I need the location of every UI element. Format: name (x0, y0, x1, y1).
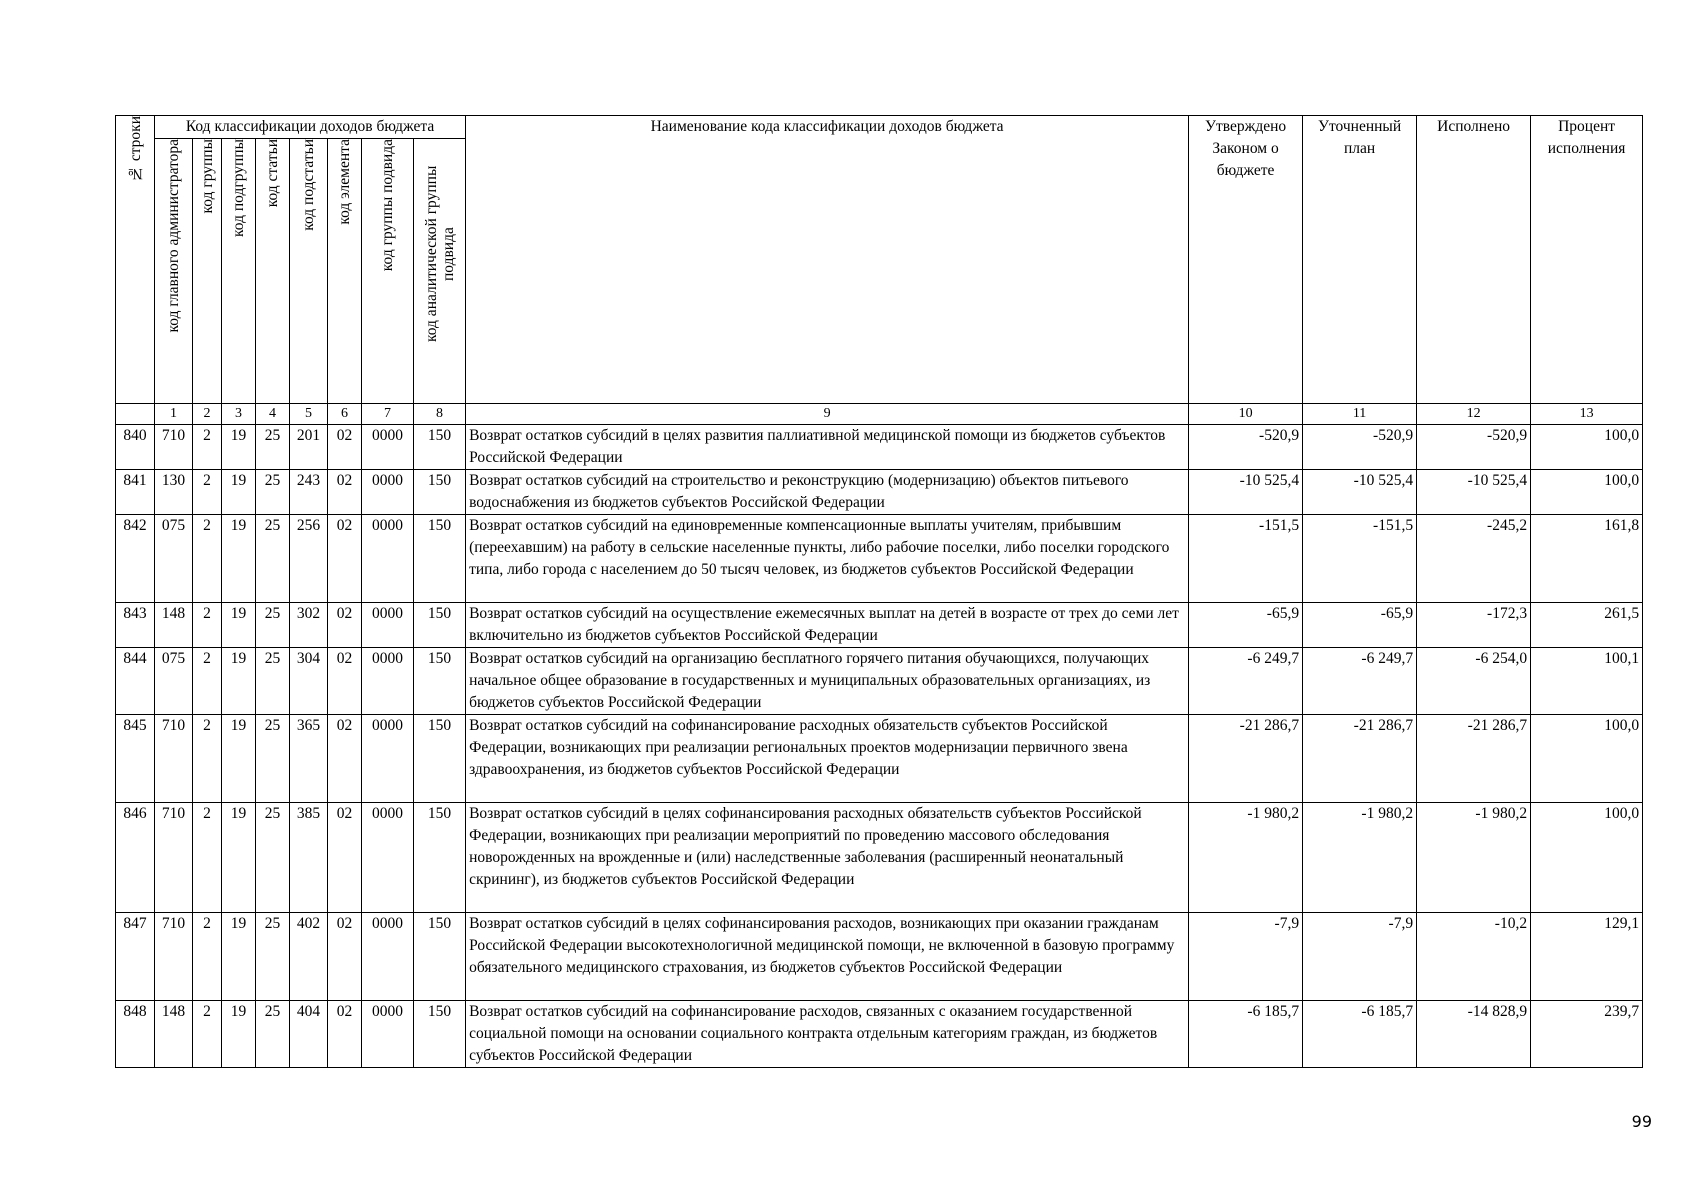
column-number (116, 404, 155, 425)
code-article: 25 (256, 803, 290, 913)
percent-value: 100,1 (1531, 648, 1643, 715)
code-subarticle: 304 (290, 648, 328, 715)
header-code-admin: код главного администратора (155, 139, 193, 404)
code-analytic-group: 150 (414, 715, 466, 803)
code-analytic-group: 150 (414, 425, 466, 470)
code-group: 2 (193, 803, 222, 913)
header-code-group-col: код группы (193, 139, 222, 404)
code-admin: 075 (155, 515, 193, 603)
executed-value: -172,3 (1417, 603, 1531, 648)
header-approved: Утверждено Законом о бюджете (1189, 116, 1303, 404)
executed-value: -10,2 (1417, 913, 1531, 1001)
table-row (116, 715, 1643, 803)
code-article: 25 (256, 603, 290, 648)
row-number: 843 (116, 603, 155, 648)
code-subtype-group: 0000 (362, 648, 414, 715)
code-subgroup: 19 (222, 603, 256, 648)
percent-value: 100,0 (1531, 715, 1643, 803)
code-element: 02 (328, 803, 362, 913)
row-number: 848 (116, 1001, 155, 1068)
header-code-subgroup: код подгруппы (222, 139, 256, 404)
column-number: 2 (193, 404, 222, 425)
approved-value: -6 249,7 (1189, 648, 1303, 715)
code-admin: 710 (155, 715, 193, 803)
page-number: 99 (1631, 1112, 1652, 1131)
header-code-subtype-group: код группы подвида (362, 139, 414, 404)
code-subarticle: 404 (290, 1001, 328, 1068)
row-number: 840 (116, 425, 155, 470)
code-article: 25 (256, 715, 290, 803)
code-admin: 130 (155, 470, 193, 515)
code-analytic-group: 150 (414, 648, 466, 715)
code-article: 25 (256, 648, 290, 715)
column-number: 1 (155, 404, 193, 425)
executed-value: -14 828,9 (1417, 1001, 1531, 1068)
row-number: 842 (116, 515, 155, 603)
refined-value: -6 185,7 (1303, 1001, 1417, 1068)
code-group: 2 (193, 425, 222, 470)
code-subarticle: 256 (290, 515, 328, 603)
code-element: 02 (328, 648, 362, 715)
code-article: 25 (256, 1001, 290, 1068)
code-subgroup: 19 (222, 648, 256, 715)
header-code-analytic-group: код аналитической группы подвида (414, 139, 466, 404)
revenue-name: Возврат остатков субсидий на единовременные компенсационные выплаты учителям, прибывшим (переехавшим) на работу в сельские населенные пункты, либо рабочие поселки, либо поселки городского типа, либо города с населением до 50 тысяч человек, из бюджетов субъектов Российской Федерации (466, 515, 1189, 603)
approved-value: -65,9 (1189, 603, 1303, 648)
table-row (116, 803, 1643, 913)
code-element: 02 (328, 470, 362, 515)
code-admin: 148 (155, 1001, 193, 1068)
code-subarticle: 385 (290, 803, 328, 913)
code-subgroup: 19 (222, 425, 256, 470)
code-subarticle: 402 (290, 913, 328, 1001)
refined-value: -6 249,7 (1303, 648, 1417, 715)
code-subgroup: 19 (222, 803, 256, 913)
refined-value: -1 980,2 (1303, 803, 1417, 913)
approved-value: -7,9 (1189, 913, 1303, 1001)
table-row (116, 648, 1643, 715)
code-subtype-group: 0000 (362, 515, 414, 603)
code-article: 25 (256, 515, 290, 603)
approved-value: -21 286,7 (1189, 715, 1303, 803)
refined-value: -7,9 (1303, 913, 1417, 1001)
header-code-group: Код классификации доходов бюджета (155, 116, 466, 139)
column-number: 12 (1417, 404, 1531, 425)
percent-value: 100,0 (1531, 425, 1643, 470)
column-numbers-row (116, 404, 1643, 425)
header-row-number: № строки (116, 116, 155, 404)
code-subgroup: 19 (222, 470, 256, 515)
revenue-name: Возврат остатков субсидий в целях софинансирования расходных обязательств субъектов Российской Федерации, возникающих при реализации мероприятий по проведению массового обследования новорожденных на врожденные и (или) наследственные заболевания (расширенный неонатальный скрининг), из бюджетов субъектов Российской Федерации (466, 803, 1189, 913)
executed-value: -21 286,7 (1417, 715, 1531, 803)
approved-value: -151,5 (1189, 515, 1303, 603)
code-group: 2 (193, 1001, 222, 1068)
table-row (116, 913, 1643, 1001)
column-number: 7 (362, 404, 414, 425)
code-group: 2 (193, 648, 222, 715)
code-article: 25 (256, 913, 290, 1001)
code-subgroup: 19 (222, 715, 256, 803)
code-subtype-group: 0000 (362, 425, 414, 470)
code-subtype-group: 0000 (362, 1001, 414, 1068)
code-admin: 075 (155, 648, 193, 715)
percent-value: 261,5 (1531, 603, 1643, 648)
percent-value: 100,0 (1531, 470, 1643, 515)
table-row (116, 603, 1643, 648)
table-row (116, 425, 1643, 470)
code-article: 25 (256, 470, 290, 515)
row-number: 846 (116, 803, 155, 913)
executed-value: -6 254,0 (1417, 648, 1531, 715)
percent-value: 239,7 (1531, 1001, 1643, 1068)
code-group: 2 (193, 470, 222, 515)
refined-value: -10 525,4 (1303, 470, 1417, 515)
header-refined-plan: Уточненный план (1303, 116, 1417, 404)
code-group: 2 (193, 603, 222, 648)
executed-value: -245,2 (1417, 515, 1531, 603)
refined-value: -65,9 (1303, 603, 1417, 648)
code-element: 02 (328, 515, 362, 603)
code-subgroup: 19 (222, 515, 256, 603)
row-number: 847 (116, 913, 155, 1001)
executed-value: -10 525,4 (1417, 470, 1531, 515)
column-number: 8 (414, 404, 466, 425)
code-subarticle: 302 (290, 603, 328, 648)
column-number: 10 (1189, 404, 1303, 425)
revenue-name: Возврат остатков субсидий в целях развития паллиативной медицинской помощи из бюджетов субъектов Российской Федерации (466, 425, 1189, 470)
executed-value: -520,9 (1417, 425, 1531, 470)
revenue-name: Возврат остатков субсидий на осуществление ежемесячных выплат на детей в возрасте от трех до семи лет включительно из бюджетов субъектов Российской Федерации (466, 603, 1189, 648)
approved-value: -10 525,4 (1189, 470, 1303, 515)
code-subtype-group: 0000 (362, 470, 414, 515)
header-name: Наименование кода классификации доходов бюджета (466, 116, 1189, 404)
code-subtype-group: 0000 (362, 603, 414, 648)
header-code-subarticle: код подстатьи (290, 139, 328, 404)
row-number: 844 (116, 648, 155, 715)
revenue-name: Возврат остатков субсидий на строительство и реконструкцию (модернизацию) объектов питьевого водоснабжения из бюджетов субъектов Российской Федерации (466, 470, 1189, 515)
executed-value: -1 980,2 (1417, 803, 1531, 913)
code-admin: 710 (155, 913, 193, 1001)
code-admin: 710 (155, 425, 193, 470)
row-number: 845 (116, 715, 155, 803)
code-analytic-group: 150 (414, 1001, 466, 1068)
revenue-name: Возврат остатков субсидий на организацию бесплатного горячего питания обучающихся, получающих начальное общее образование в государственных и муниципальных образовательных организациях, из бюджетов субъектов Российской Федерации (466, 648, 1189, 715)
budget-revenue-table (115, 115, 1643, 1068)
header-code-element: код элемента (328, 139, 362, 404)
table-row (116, 1001, 1643, 1068)
refined-value: -21 286,7 (1303, 715, 1417, 803)
refined-value: -520,9 (1303, 425, 1417, 470)
column-number: 4 (256, 404, 290, 425)
revenue-name: Возврат остатков субсидий в целях софинансирования расходов, возникающих при оказании гражданам Российской Федерации высокотехнологичной медицинской помощи, не включенной в базовую программу обязательного медицинского страхования, из бюджетов субъектов Российской Федерации (466, 913, 1189, 1001)
approved-value: -520,9 (1189, 425, 1303, 470)
code-element: 02 (328, 913, 362, 1001)
column-number: 3 (222, 404, 256, 425)
code-analytic-group: 150 (414, 515, 466, 603)
header-executed: Исполнено (1417, 116, 1531, 404)
code-group: 2 (193, 913, 222, 1001)
table-row (116, 470, 1643, 515)
column-number: 6 (328, 404, 362, 425)
code-analytic-group: 150 (414, 803, 466, 913)
code-subarticle: 243 (290, 470, 328, 515)
code-element: 02 (328, 715, 362, 803)
header-percent: Процент исполнения (1531, 116, 1643, 404)
code-element: 02 (328, 603, 362, 648)
code-element: 02 (328, 1001, 362, 1068)
code-admin: 148 (155, 603, 193, 648)
row-number: 841 (116, 470, 155, 515)
revenue-name: Возврат остатков субсидий на софинансирование расходных обязательств субъектов Российской Федерации, возникающих при реализации региональных проектов модернизации первичного звена здравоохранения, из бюджетов субъектов Российской Федерации (466, 715, 1189, 803)
column-number: 13 (1531, 404, 1643, 425)
header-code-article: код статьи (256, 139, 290, 404)
code-admin: 710 (155, 803, 193, 913)
column-number: 9 (466, 404, 1189, 425)
code-subgroup: 19 (222, 1001, 256, 1068)
approved-value: -1 980,2 (1189, 803, 1303, 913)
revenue-name: Возврат остатков субсидий на софинансирование расходов, связанных с оказанием государственной социальной помощи на основании социального контракта отдельным категориям граждан, из бюджетов субъектов Российской Федерации (466, 1001, 1189, 1068)
code-subarticle: 365 (290, 715, 328, 803)
code-subgroup: 19 (222, 913, 256, 1001)
code-subtype-group: 0000 (362, 715, 414, 803)
approved-value: -6 185,7 (1189, 1001, 1303, 1068)
percent-value: 100,0 (1531, 803, 1643, 913)
column-number: 11 (1303, 404, 1417, 425)
code-subtype-group: 0000 (362, 803, 414, 913)
code-analytic-group: 150 (414, 913, 466, 1001)
column-number: 5 (290, 404, 328, 425)
code-subtype-group: 0000 (362, 913, 414, 1001)
code-group: 2 (193, 515, 222, 603)
percent-value: 129,1 (1531, 913, 1643, 1001)
percent-value: 161,8 (1531, 515, 1643, 603)
code-subarticle: 201 (290, 425, 328, 470)
code-article: 25 (256, 425, 290, 470)
refined-value: -151,5 (1303, 515, 1417, 603)
code-analytic-group: 150 (414, 470, 466, 515)
code-group: 2 (193, 715, 222, 803)
code-element: 02 (328, 425, 362, 470)
table-row (116, 515, 1643, 603)
code-analytic-group: 150 (414, 603, 466, 648)
